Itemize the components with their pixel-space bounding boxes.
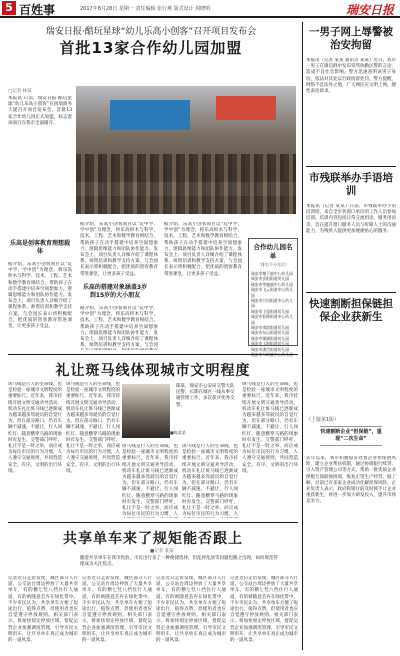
page-number: 5 bbox=[2, 1, 16, 15]
right-headline-3: 快速割断担保链担保企业获新生 bbox=[309, 298, 393, 323]
right-kicker-3: （上接第1版） bbox=[306, 417, 340, 423]
bottom-body-col3: 记者近日走访发现，城区部分人行道、公交站台周边停放了大量共享单车，有的横七竖八挡住行人通道，有的被随意丢弃在绿化带中。不少市民认为，共享单车方便了短途出行，值得点赞，但使用者也应自觉遵守停放规则。相关部门表示，将加快划定停放区域，督促运营企业加强调度管理，引导市民文明用车，让共享单车真正成为城市的一道风景。 bbox=[156, 576, 226, 644]
lead-subhead-age: 乐高的搭建对象涵盖3岁到15岁的大小朋友 bbox=[82, 284, 148, 299]
list-item: 瑞安市玉海街道幼儿园 bbox=[251, 341, 289, 347]
issue-info: 2017年8月28日 星期一 责任编辑 张行燕 版式设计 周晓明 bbox=[80, 6, 211, 12]
list-item: 瑞安市莘塍镇中心幼儿园 bbox=[251, 281, 293, 287]
lead-byline: □记者 林某 bbox=[8, 89, 32, 94]
right-body-1: 本报讯（记者 某某 通讯员 某某）近日，我市一男子在微信群中发布辱骂执勤民警的言论，造成不良社会影响。警方迅速查明该男子身份，依法对其处以行政拘留处罚。警方提醒，网络不是法外之地，广大网民应文明上网，理性表达诉求。 bbox=[306, 58, 396, 95]
lead-subhead-education: 乐高是创客教育理想载体 bbox=[9, 240, 70, 255]
page-header bbox=[0, 0, 400, 18]
mid-body-col5: 斑马线是行人的生命线，也是检验一座城市文明程度的重要标尺。近年来，我市持续开展文明交通劝导活动，机动车礼让斑马线已逐渐成为越来越多驾驶员的自觉行为。但在部分路口，仍有车辆不减速、不避让，行人闯红灯、随意横穿马路的现象时有发生。交警部门呼吁，礼让不是一时之举，而应成为每位市民的行为习惯，人人遵守交通规则，共同营造安全、有序、文明的出行环境。 bbox=[242, 382, 298, 474]
section-divider bbox=[8, 354, 298, 355]
lead-body-col4: 据介绍，乐高小创客项目以“玩中学、学中创”为理念，将乐高积木与科学、技术、工程、艺术和数学教育相结合，帮助孩子在动手搭建中培养空间想象力、逻辑思维能力和团队协作能力。发布会上，项目负责人详细介绍了课程体系、师资培训和教学支持方案，与会园长表示将积极配合，把优质的创客教育带进课堂，让更多孩子受益。 bbox=[164, 222, 242, 277]
list-item: 瑞安市安阳街道幼儿园 bbox=[251, 276, 289, 282]
author-bio: 陈某，瑞安市公安局交警大队民警，长期在城区一线从事交通管理工作，多次获评优秀交警。 bbox=[176, 384, 235, 408]
mid-body-col1: 斑马线是行人的生命线，也是检验一座城市文明程度的重要标尺。近年来，我市持续开展文明交通劝导活动，机动车礼让斑马线已逐渐成为越来越多驾驶员的自觉行为。但在部分路口，仍有车辆不减速、不避让，行人闯红灯、随意横穿马路的现象时有发生。交警部门呼吁，礼让不是一时之举，而应成为每位市民的行为习惯，人人遵守交通规则，共同营造安全、有序、文明的出行环境。 bbox=[8, 382, 62, 474]
list-item: 瑞安市东山街道幼儿园 bbox=[251, 330, 289, 336]
section-title: 百姓事 bbox=[19, 3, 56, 17]
list-item: 瑞安市南滨街道幼儿园 bbox=[251, 325, 289, 331]
bottom-byline: ■记者 某某 bbox=[150, 549, 174, 554]
column-divider bbox=[302, 22, 303, 650]
list-item: 瑞安市上望街道幼儿园 bbox=[251, 308, 289, 314]
right-body-3: 去年以来，我市积极稳妥处置企业担保链风险，建立企业帮扶机制，通过协调银行续贷、引入资产管理公司等方式，帮助一批优质企业摆脱互保联保困境，恢复正常生产经营。据了解，目前已有多家企业成功化解担保风险，企业负责人表示，政府和银行的及时援手让企业重获新生，将进一步加大研发投入，提升市场竞争力。 bbox=[306, 456, 396, 505]
masthead-logo: 瑞安日报 bbox=[345, 3, 394, 17]
list-item: 瑞安市塘下镇中心幼儿园 bbox=[251, 271, 293, 276]
bottom-body-col1: 记者近日走访发现，城区部分人行道、公交站台周边停放了大量共享单车，有的横七竖八挡住行人通道，有的被随意丢弃在绿化带中。不少市民认为，共享单车方便了短途出行，值得点赞，但使用者也应自觉遵守停放规则。相关部门表示，将加快划定停放区域，督促运营企业加强调度管理，引导市民文明用车，让共享单车真正成为城市的一道风景。 bbox=[8, 576, 78, 644]
bottom-headline: 共享单车来了规矩能否跟上 bbox=[63, 531, 243, 547]
lead-kicker: 瑞安日报·酷玩星球“幼儿乐高小创客”召开项目发布会 bbox=[45, 27, 257, 37]
list-item: 瑞安市仙降街道中心幼儿园 bbox=[251, 314, 293, 325]
partner-list-subtitle: （排名不分先后） bbox=[257, 262, 289, 267]
mid-body-col2: 斑马线是行人的生命线，也是检验一座城市文明程度的重要标尺。近年来，我市持续开展文明交通劝导活动，机动车礼让斑马线已逐渐成为越来越多驾驶员的自觉行为。但在部分路口，仍有车辆不减速、不避让，行人闯红灯、随意横穿马路的现象时有发生。交警部门呼吁，礼让不是一时之举，而应成为每位市民的行为习惯，人人遵守交通规则，共同营造安全、有序、文明的出行环境。 bbox=[66, 382, 120, 474]
bottom-body-col4: 记者近日走访发现，城区部分人行道、公交站台周边停放了大量共享单车，有的横七竖八挡住行人通道，有的被随意丢弃在绿化带中。不少市民认为，共享单车方便了短途出行，值得点赞，但使用者也应自觉遵守停放规则。相关部门表示，将加快划定停放区域，督促运营企业加强调度管理，引导市民文明用车，让共享单车真正成为城市的一道风景。 bbox=[230, 576, 298, 644]
photo-banner bbox=[216, 96, 276, 120]
list-item: 瑞安市锦湖街道幼儿园 bbox=[251, 335, 289, 341]
list-item: 瑞安市汀田街道中心幼儿园 bbox=[251, 298, 293, 309]
section-divider bbox=[306, 292, 396, 293]
list-item: 瑞安市飞云街道中心幼儿园 bbox=[251, 287, 293, 298]
bottom-body-col2: 记者近日走访发现，城区部分人行道、公交站台周边停放了大量共享单车，有的横七竖八挡住行人通道，有的被随意丢弃在绿化带中。不少市民认为，共享单车方便了短途出行，值得点赞，但使用者也应自觉遵守停放规则。相关部门表示，将加快划定停放区域，督促运营企业加强调度管理，引导市民文明用车，让共享单车真正成为城市的一道风景。 bbox=[82, 576, 152, 644]
right-pullquote: 快速割断企业“担保链”，重现“二次生命” bbox=[320, 426, 382, 446]
photo-screen bbox=[110, 100, 190, 130]
photo-crowd bbox=[76, 154, 296, 214]
lead-body-col2: 据介绍，乐高小创客项目以“玩中学、学中创”为理念，将乐高积木与科学、技术、工程、艺术和数学教育相结合，帮助孩子在动手搭建中培养空间想象力、逻辑思维能力和团队协作能力。发布会上，项目负责人详细介绍了课程体系、师资培训和教学支持方案，与会园长表示将积极配合，把优质的创客教育带进课堂，让更多孩子受益。 bbox=[80, 222, 158, 277]
author-portrait bbox=[122, 384, 170, 438]
right-headline-1: 一男子网上辱警被治安拘留 bbox=[309, 26, 393, 51]
section-divider bbox=[8, 522, 298, 523]
partner-list bbox=[251, 271, 295, 358]
section-divider bbox=[306, 166, 396, 167]
list-item: 瑞安市潘岱街道幼儿园 bbox=[251, 346, 289, 352]
mid-body-col4: 斑马线是行人的生命线，也是检验一座城市文明程度的重要标尺。近年来，我市持续开展文明交通劝导活动，机动车礼让斑马线已逐渐成为越来越多驾驶员的自觉行为。但在部分路口，仍有车辆不减速、不避让，行人闯红灯、随意横穿马路的现象时有发生。交警部门呼吁，礼让不是一时之举，而应成为每位市民的行为习惯，人 bbox=[182, 444, 238, 518]
lead-body-col1: 据介绍，乐高小创客项目以“玩中学、学中创”为理念，将乐高积木与科学、技术、工程、艺术和数学教育相结合，帮助孩子在动手搭建中培养空间想象力、逻辑思维能力和团队协作能力。发布会上，项目负责人详细介绍了课程体系、师资培训和教学支持方案，与会园长表示将积极配合，把优质的创客教育带进课堂，让更多孩子受益。 bbox=[8, 262, 72, 330]
mid-headline: 礼让斑马线体现城市文明程度 bbox=[55, 363, 251, 379]
lead-intro-text: 本报讯 日前，瑞安日报·酷玩星球“幼儿乐高小创客”在国瑞商务大厦召开项目发布会，首批13家合作幼儿园正式加盟，标志着该项目在我市全面铺开。 bbox=[8, 96, 72, 126]
right-body-2: 本报讯（记者 某某）日前，市残联举办手语培训班，来自全市各窗口单位的工作人员参加培训。培训内容包括日常交流用语、服务用语等，旨在提升窗口服务人员与听障人士的沟通能力，为残疾人提供更加便捷贴心的服务。 bbox=[306, 204, 396, 234]
lead-body-col3: 据介绍，乐高小创客项目以“玩中学、学中创”为理念，将乐高积木与科学、技术、工程、艺术和数学教育相结合，帮助孩子在动手搭建中培养空间想象力、逻辑思维能力和团队协作能力。发布会上，项目负责人详细介绍了课程体系、师资培训和教学支持方案，与会园 bbox=[80, 306, 158, 349]
portrait-caption: ■陈某某 bbox=[170, 430, 186, 435]
lead-headline: 首批13家合作幼儿园加盟 bbox=[59, 39, 243, 57]
partner-list-box bbox=[248, 238, 298, 352]
partner-list-title: 合作幼儿园名单 bbox=[253, 243, 293, 260]
bottom-lead: 随着共享单车在我市投放，市民出行多了一种便捷选择，但乱停乱放等问题也随之出现，如何规范管理成为关注焦点。 bbox=[80, 556, 278, 568]
lead-photo bbox=[76, 86, 296, 214]
mid-body-col3: 斑马线是行人的生命线，也是检验一座城市文明程度的重要标尺。近年来，我市持续开展文明交通劝导活动，机动车礼让斑马线已逐渐成为越来越多驾驶员的自觉行为。但在部分路口，仍有车辆不减速、不避让，行人闯红灯、随意横穿马路的现象时有发生。交警部门呼吁，礼让不是一时之举，而应成为每位市民的行为习惯，人 bbox=[122, 444, 178, 518]
right-headline-2: 市残联举办手语培训 bbox=[309, 172, 393, 197]
